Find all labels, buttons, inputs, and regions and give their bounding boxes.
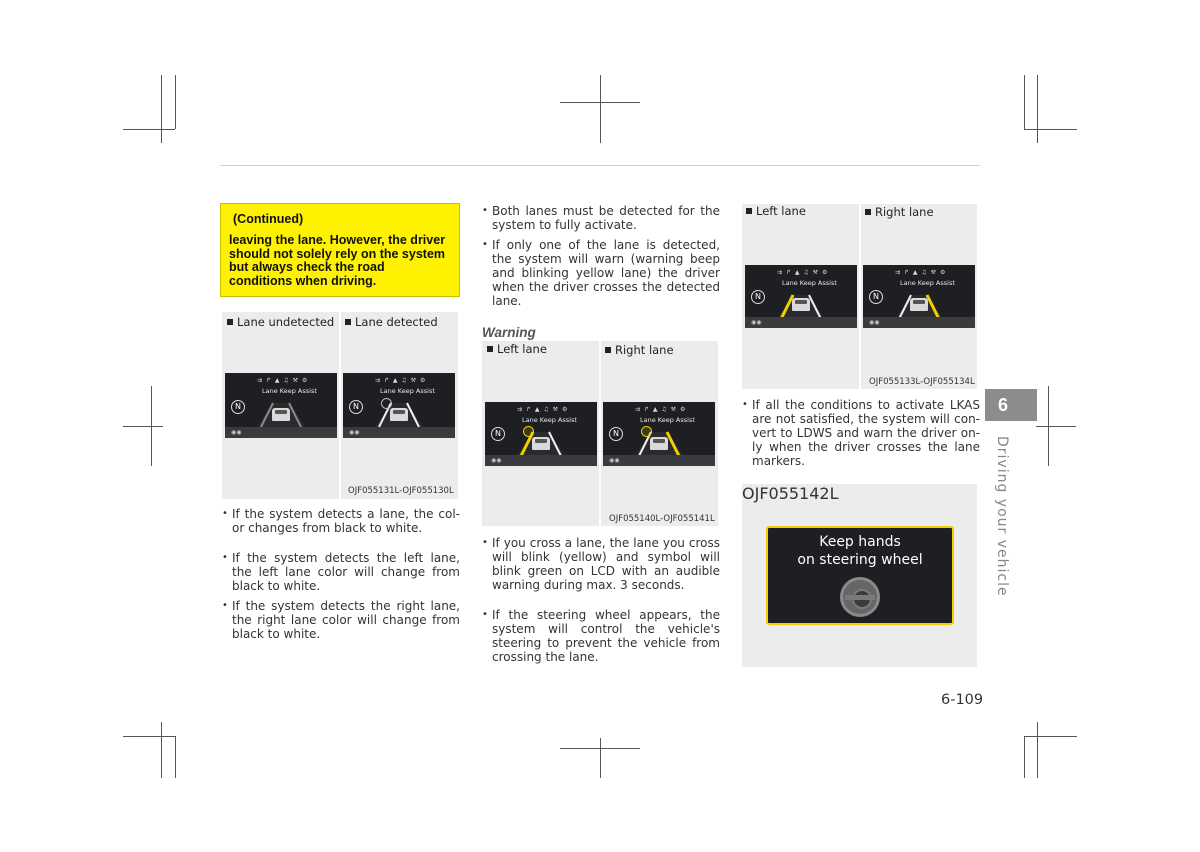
figure-sublabel-left: Left lane [746, 204, 806, 218]
lcd-screen [485, 402, 597, 466]
figure-code: OJF055131L-OJF055130L [348, 486, 454, 496]
figure-sublabel-left: Lane undetected [227, 315, 334, 329]
lcd-title: Lane Keep Assist [380, 387, 435, 395]
car-icon [792, 298, 810, 311]
chapter-title: Driving your vehicle [994, 436, 1010, 597]
car-icon [390, 408, 408, 421]
lcd-icons: ⇉ ↱ ▲ ♫ ⚒ ⚙ [257, 377, 309, 384]
lcd-icons: ⇉ ↱ ▲ ♫ ⚒ ⚙ [777, 269, 829, 276]
lcd-screen [225, 373, 337, 438]
bullet-item: • If the system detects the right lane, the right lane color will change from black to white. [222, 599, 460, 641]
page-number: 6-109 [941, 692, 984, 708]
gear-indicator: N [751, 290, 765, 304]
lcd-title: Lane Keep Assist [262, 387, 317, 395]
gear-indicator: N [609, 427, 623, 441]
lcd-title: Lane Keep Assist [640, 416, 695, 424]
bullet-item: • Both lanes must be detected for the system to fully activate. [482, 204, 720, 232]
car-icon [910, 298, 928, 311]
bullet-item: • If the system detects the left lane, the left lane color will change from black to white. [222, 551, 460, 593]
bullet-item: • If you cross a lane, the lane you cross will blink (yellow) and symbol will blink green on LCD with an audible warning during max. 3 seconds. [482, 536, 720, 592]
lcd-icons: ⇉ ↱ ▲ ♫ ⚒ ⚙ [517, 406, 569, 413]
bullet-item: • If the steering wheel appears, the system will control the vehicle's steering to prevent the vehicle from crossing the lane. [482, 608, 720, 664]
figure-sublabel-left: Left lane [487, 342, 547, 356]
lcd-title: Lane Keep Assist [522, 416, 577, 424]
lcd-screen [603, 402, 715, 466]
figure-sublabel-right: Lane detected [345, 315, 438, 329]
figure-code: OJF055140L-OJF055141L [609, 514, 715, 524]
figure-lane-warning [482, 341, 718, 526]
lcd-icons: ⇉ ↱ ▲ ♫ ⚒ ⚙ [375, 377, 427, 384]
gear-indicator: N [349, 400, 363, 414]
figure-lane-keep [742, 204, 977, 389]
warning-box [220, 203, 460, 297]
lcd-screen [766, 526, 954, 625]
steering-wheel-icon [523, 426, 534, 437]
car-status-icon: ◉◉ [231, 429, 242, 436]
bullet-item: • If all the conditions to activate LKAS are not satisfied, the system will con-vert to LDWS and warn the driver on-ly when the driver crosses the lane markers. [742, 398, 980, 468]
gear-indicator: N [869, 290, 883, 304]
car-status-icon: ◉◉ [349, 429, 360, 436]
gear-indicator: N [231, 400, 245, 414]
car-icon [272, 408, 290, 421]
steering-wheel-icon [381, 398, 392, 409]
lcd-icons: ⇉ ↱ ▲ ♫ ⚒ ⚙ [895, 269, 947, 276]
bullet-item: • If the system detects a lane, the col-or changes from black to white. [222, 507, 460, 535]
bullet-item: • If only one of the lane is detected, the system will warn (warning beep and blinking yellow lane) the driver when the driver crosses the detected lane. [482, 238, 720, 308]
figure-keep-hands [742, 484, 977, 667]
column-2-text-top [482, 204, 720, 314]
car-icon [532, 437, 550, 450]
header-rule [220, 165, 980, 166]
column-2-text-bottom [482, 536, 720, 670]
lcd-screen [745, 265, 857, 328]
car-icon [650, 437, 668, 450]
car-status-icon: ◉◉ [869, 319, 880, 326]
chapter-number-tab: 6 [985, 389, 1037, 421]
steering-wheel-icon [840, 577, 880, 617]
figure-lane-detection [222, 312, 458, 499]
steering-wheel-icon [641, 426, 652, 437]
lcd-icons: ⇉ ↱ ▲ ♫ ⚒ ⚙ [635, 406, 687, 413]
column-3-text [742, 398, 980, 474]
warning-body: leaving the lane. However, the driver should not solely rely on the system but always check the road conditions when driving. [229, 233, 446, 288]
gear-indicator: N [491, 427, 505, 441]
warning-heading: Warning [482, 325, 536, 340]
figure-sublabel-right: Right lane [865, 205, 934, 219]
figure-sublabel-right: Right lane [605, 343, 674, 357]
lcd-title: Lane Keep Assist [782, 279, 837, 287]
car-status-icon: ◉◉ [751, 319, 762, 326]
column-1-text [222, 507, 460, 647]
car-status-icon: ◉◉ [491, 457, 502, 464]
continued-label: (Continued) [233, 212, 304, 226]
figure-code: OJF055133L-OJF055134L [869, 377, 975, 387]
lcd-title: Lane Keep Assist [900, 279, 955, 287]
car-status-icon: ◉◉ [609, 457, 620, 464]
figure-code: OJF055142L [742, 484, 839, 503]
keep-hands-message: Keep hands on steering wheel [797, 534, 923, 568]
lcd-screen [343, 373, 455, 438]
lcd-screen [863, 265, 975, 328]
